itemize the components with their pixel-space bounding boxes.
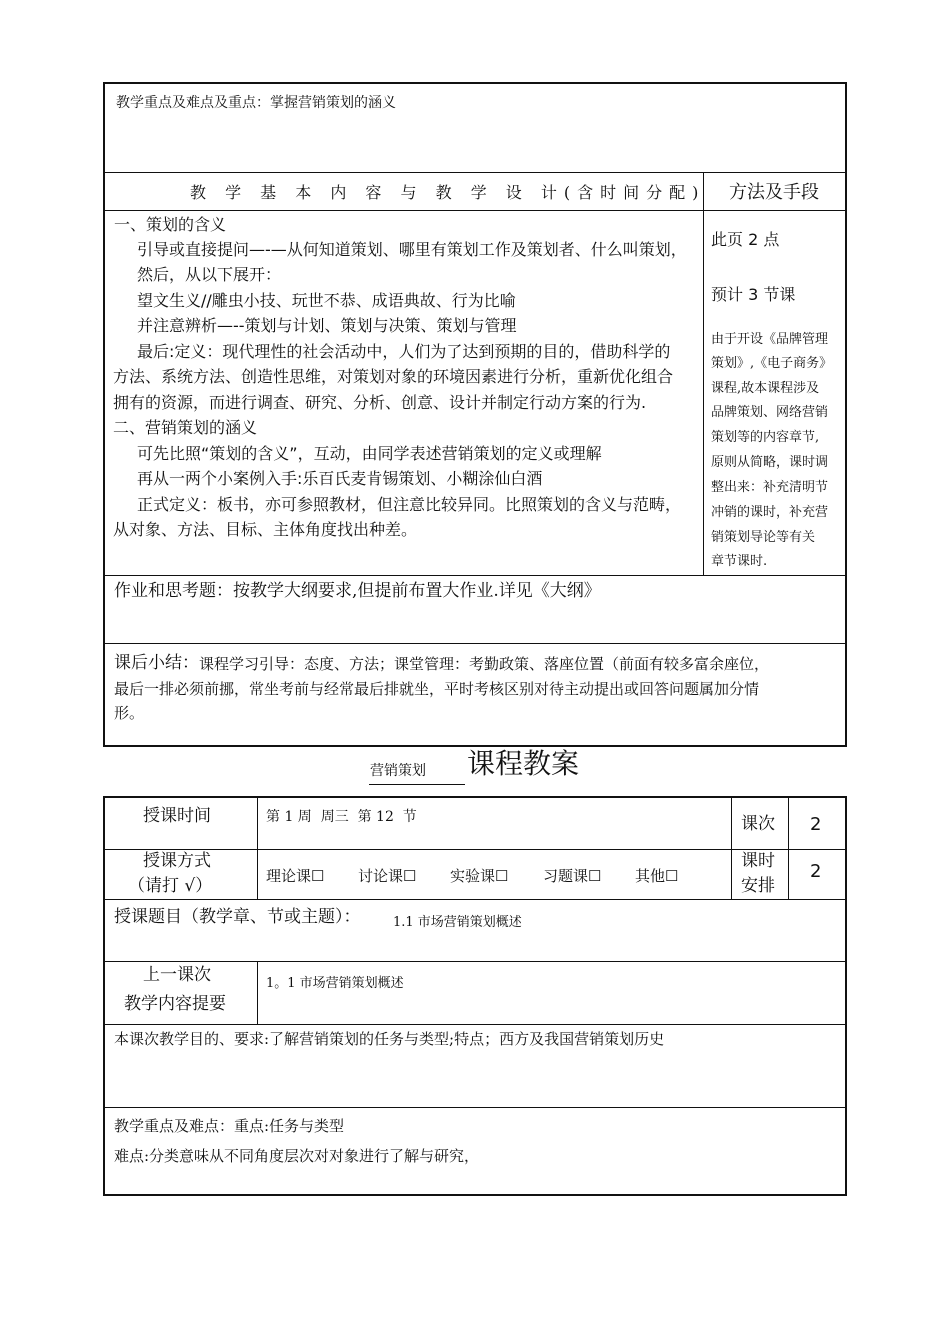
side-note-line: 品牌策划、网络营销: [711, 405, 829, 420]
top-key-points: 教学重点及难点及重点：掌握营销策划的涵义: [116, 95, 396, 111]
content-line: 最后:定义：现代理性的社会活动中，人们为了达到预期的目的，借助科学的: [137, 342, 671, 361]
lesson-table-rule: [104, 849, 846, 850]
session-value: 2: [810, 814, 822, 835]
topic-label: 授课题目（教学章、节或主题）：: [114, 907, 361, 927]
side-note-line: 章节课时.: [711, 554, 768, 569]
content-line: 引导或直接提问—-—从何知道策划、哪里有策划工作及策划者、什么叫策划，: [137, 240, 687, 259]
mode-option-exercise[interactable]: 习题课☐: [543, 867, 602, 885]
top-table-rule: [104, 575, 846, 576]
content-line: 然后，从以下展开：: [137, 265, 282, 284]
hours-label-2: 安排: [741, 876, 775, 896]
content-line: 方法、系统方法、创造性思维，对策划对象的环境因素进行分析，重新优化组合: [113, 367, 674, 386]
top-table-rule: [104, 643, 846, 644]
course-name: 营销策划: [370, 763, 426, 779]
content-line: 并注意辨析—--策划与计划、策划与决策、策划与管理: [137, 316, 517, 335]
content-header: 教 学 基 本 内 容 与 教 学 设 计(含时间分配): [190, 183, 706, 202]
summary-line: 形。: [114, 704, 145, 722]
summary-label: 课后小结：: [114, 653, 199, 673]
summary-line: 最后一排必须前挪，常坐考前与经常最后排就坐，平时考核区别对待主动提出或回答问题属加分情: [114, 680, 760, 698]
top-table-rule: [104, 210, 846, 211]
session-label: 课次: [741, 814, 775, 834]
top-table-rule: [104, 172, 846, 173]
side-note-line: 整出来：补充清明节: [711, 480, 829, 495]
bottom-key-points: 教学重点及难点：重点:任务与类型: [114, 1117, 345, 1135]
summary-line: 课程学习引导：态度、方法；课堂管理：考勤政策、落座位置（前面有较多富余座位，: [199, 655, 770, 673]
side-note-line: 课程,故本课程涉及: [711, 381, 820, 396]
mode-option-other[interactable]: 其他☐: [635, 867, 679, 885]
mode-option-lab[interactable]: 实验课☐: [450, 867, 509, 885]
time-value: 第 1 周 周三 第 12 节: [266, 809, 417, 825]
previous-value: 1。1 市场营销策划概述: [266, 976, 404, 991]
mode-option-theory[interactable]: 理论课☐: [266, 867, 325, 885]
document-title: 课程教案: [467, 747, 580, 780]
side-note-line: 原则从简略，课时调: [711, 455, 829, 470]
side-note-line: 策划》,《电子商务》: [711, 356, 833, 371]
homework: 作业和思考题：按教学大纲要求,但提前布置大作业.详见《大纲》: [114, 581, 601, 601]
content-line: 望文生义//雕虫小技、玩世不恭、成语典故、行为比喻: [137, 291, 516, 310]
side-note-points: 此页 2 点: [711, 230, 780, 249]
content-line: 一、策划的含义: [114, 215, 227, 234]
lesson-table-divider: [257, 962, 258, 1024]
previous-label-2: 教学内容提要: [124, 994, 226, 1014]
lesson-table-rule: [104, 1024, 846, 1025]
content-line: 拥有的资源，而进行调查、研究、分析、创意、设计并制定行动方案的行为.: [113, 393, 647, 412]
lesson-table-rule: [104, 961, 846, 962]
mode-label-hint: （请打 √）: [128, 876, 213, 896]
content-line: 二、营销策划的涵义: [113, 418, 258, 437]
course-name-underline: [369, 784, 465, 785]
lesson-table-divider: [788, 797, 789, 899]
lesson-table-divider: [731, 797, 732, 899]
previous-label: 上一课次: [143, 965, 211, 985]
hours-label: 课时: [741, 851, 775, 871]
lesson-table-rule: [104, 1107, 846, 1108]
hours-value: 2: [810, 861, 822, 882]
bottom-difficulty: 难点:分类意味从不同角度层次对对象进行了解与研究，: [114, 1147, 480, 1165]
topic-value: 1.1 市场营销策划概述: [393, 915, 522, 930]
content-line: 从对象、方法、目标、主体角度找出种差。: [113, 520, 418, 539]
side-note-line: 由于开设《品牌管理: [711, 332, 829, 347]
side-note-line: 策划等的内容章节,: [711, 430, 820, 445]
side-note-periods: 预计 3 节课: [711, 285, 796, 304]
time-label: 授课时间: [143, 806, 211, 826]
lesson-table-rule: [104, 899, 846, 900]
content-line: 可先比照“策划的含义”，互动，由同学表述营销策划的定义或理解: [137, 444, 602, 463]
top-table-column-divider: [703, 173, 704, 575]
side-note-line: 冲销的课时，补充营: [711, 505, 829, 520]
mode-option-discussion[interactable]: 讨论课☐: [358, 867, 417, 885]
objectives: 本课次教学目的、要求:了解营销策划的任务与类型;特点；西方及我国营销策划历史: [114, 1030, 665, 1048]
side-note-line: 销策划导论等有关: [711, 530, 816, 545]
lesson-table-divider: [257, 797, 258, 899]
content-line: 再从一两个小案例入手:乐百氏麦肯锡策划、小糊涂仙白酒: [137, 469, 543, 488]
mode-label: 授课方式: [143, 851, 211, 871]
methods-header: 方法及手段: [729, 182, 819, 203]
content-line: 正式定义：板书，亦可参照教材，但注意比较异同。比照策划的含义与范畴，: [137, 495, 682, 514]
